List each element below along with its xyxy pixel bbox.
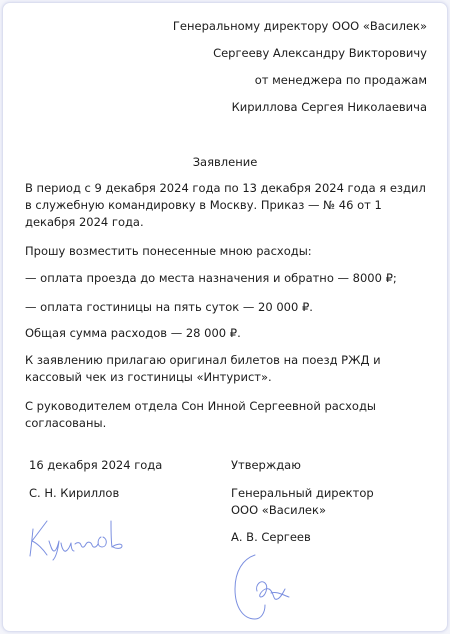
director-title: Генеральный директор <box>231 486 374 500</box>
applicant-name: С. Н. Кириллов <box>29 486 120 500</box>
approve-label: Утверждаю <box>231 458 301 472</box>
request-paragraph: Прошу возместить понесенные мною расходы: <box>25 244 312 258</box>
application-date: 16 декабря 2024 года <box>29 458 163 472</box>
sender-name: Кириллова Сергея Николаевича <box>231 100 427 114</box>
addressee-line: Генеральному директору ООО «Василек» <box>172 19 427 33</box>
director-signature <box>227 551 297 623</box>
document-page <box>2 2 448 632</box>
trip-paragraph: В период с 9 декабря 2024 года по 13 декабря 2024 года я ездил в служебную командировку в Москву. Приказ — № 46 от 1 декабря 2024 года. <box>25 181 426 229</box>
expense-travel: — оплата проезда до места назначения и обратно — 8000 ₽; <box>25 271 397 285</box>
attachments-paragraph: К заявлению прилагаю оригинал билетов на поезд РЖД и кассовый чек из гостиницы «Интурист». <box>25 353 381 384</box>
director-name: А. В. Сергеев <box>231 530 311 544</box>
approval-paragraph: С руководителем отдела Сон Инной Сергеевной расходы согласованы. <box>25 399 377 430</box>
applicant-signature <box>25 511 135 561</box>
document-title: Заявление <box>192 155 258 169</box>
expense-hotel: — оплата гостиницы на пять суток — 20 000 ₽. <box>25 300 313 314</box>
sender-position: от менеджера по продажам <box>254 73 427 87</box>
director-company: ООО «Василек» <box>231 503 326 517</box>
expense-total: Общая сумма расходов — 28 000 ₽. <box>25 326 241 340</box>
addressee-name: Сергееву Александру Викторовичу <box>213 46 427 60</box>
